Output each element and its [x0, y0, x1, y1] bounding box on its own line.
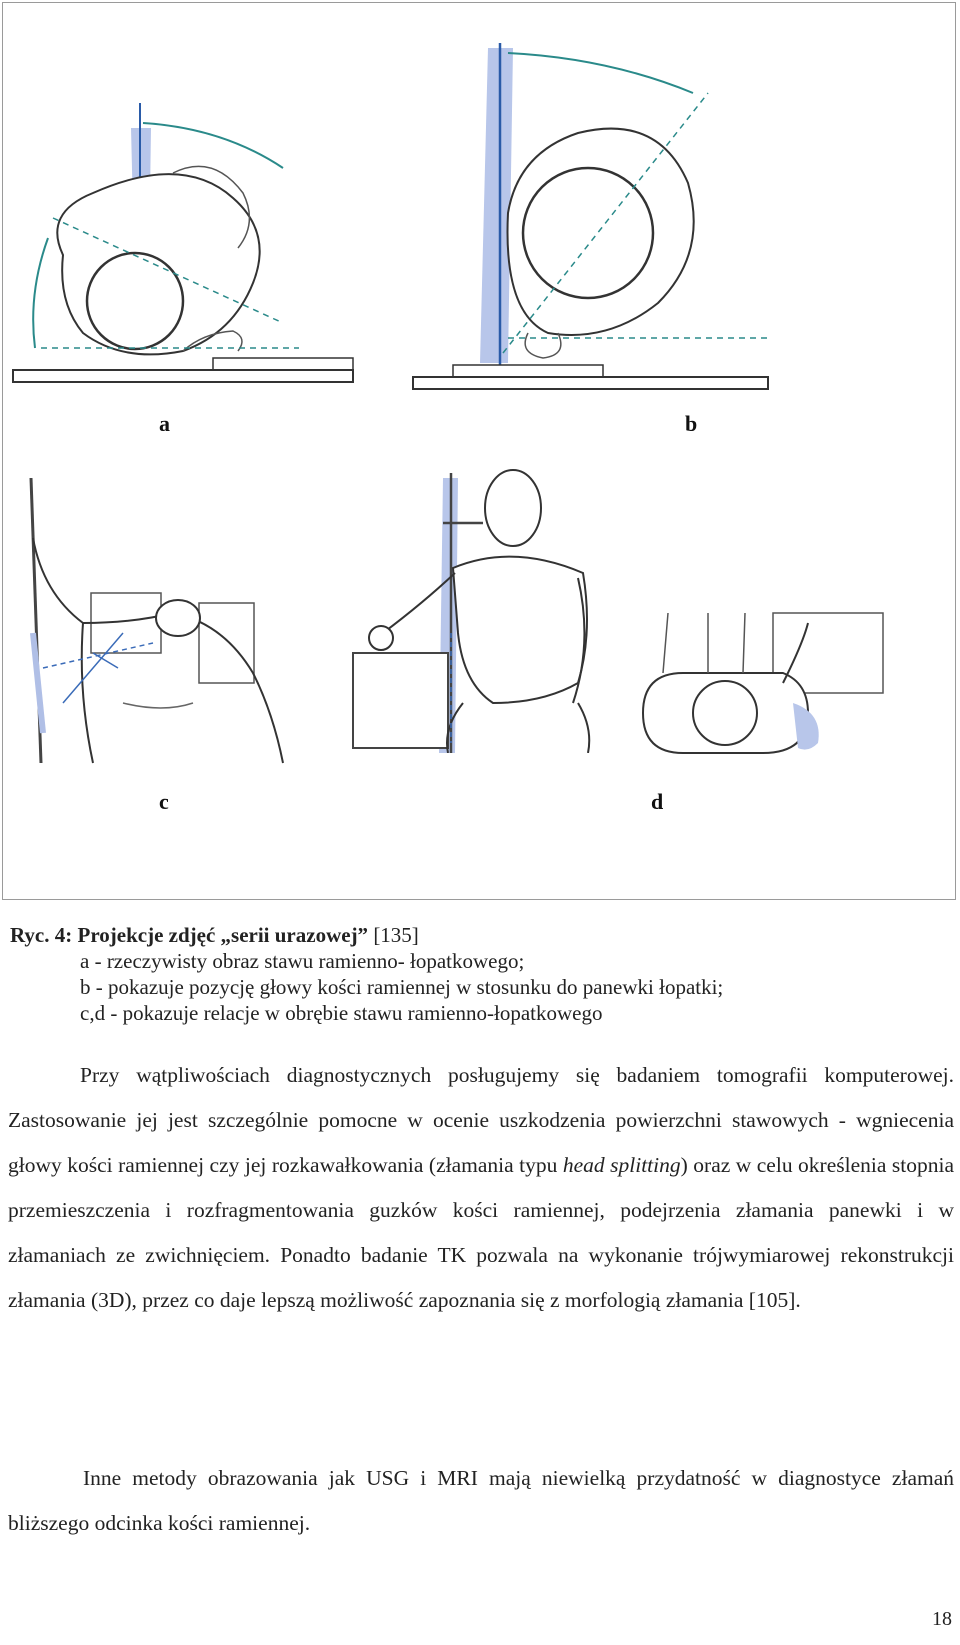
- panel-a-label: a: [159, 411, 170, 436]
- figure-frame: [2, 2, 956, 900]
- caption-line-b: b - pokazuje pozycję głowy kości ramiennej w stosunku do panewki łopatki;: [80, 975, 724, 999]
- panel-d-label: d: [651, 789, 664, 814]
- figure-caption: [10, 922, 940, 1026]
- panel-b-illustration: [408, 33, 788, 393]
- p1-text-after: ) oraz w celu określenia stopnia przemieszczenia i rozfragmentowania guzków kości ramiennej, podejrzenia złamania panewki i w złamaniach ze zwichnięciem. Ponadto badanie TK pozwala na wykonanie trójwymiarowej rekonstrukcji złamania (3D), przez co daje lepszą możliwość zapoznania się z morfologią złamania [105].: [8, 1153, 954, 1312]
- page-number: 18: [932, 1608, 952, 1630]
- body-paragraph-2: Inne metody obrazowania jak USG i MRI mają niewielką przydatność w diagnostyce złamań bliższego odcinka kości ramiennej.: [8, 1466, 954, 1535]
- panel-b-label: b: [685, 411, 698, 436]
- caption-lead: Ryc. 4: Projekcje zdjęć „serii urazowej”: [10, 923, 369, 947]
- p1-text-before: Przy wątpliwościach diagnostycznych posługujemy się badaniem tomografii komputerowej. Zastosowanie jej jest szczególnie pomocne w ocenie uszkodzenia powierzchni stawowych - wgniecenia głowy kości ramiennej czy jej rozkawałkowania (złamania typu: [8, 1063, 954, 1177]
- panel-cd-seated-illustration: [343, 453, 613, 753]
- panel-a-illustration: [3, 33, 383, 413]
- p1-italic-term: head splitting: [562, 1153, 681, 1177]
- panel-d-illustration: [633, 603, 893, 763]
- caption-ref: [135]: [368, 923, 419, 947]
- caption-line-a: a - rzeczywisty obraz stawu ramienno- łopatkowego;: [80, 949, 525, 973]
- panel-c-label: c: [159, 789, 169, 814]
- caption-title-line: [10, 922, 940, 948]
- body-paragraph-1: [8, 1053, 954, 1323]
- panel-c-illustration: [3, 473, 323, 773]
- caption-line-cd: c,d - pokazuje relacje w obrębie stawu ramienno-łopatkowego: [80, 1001, 603, 1025]
